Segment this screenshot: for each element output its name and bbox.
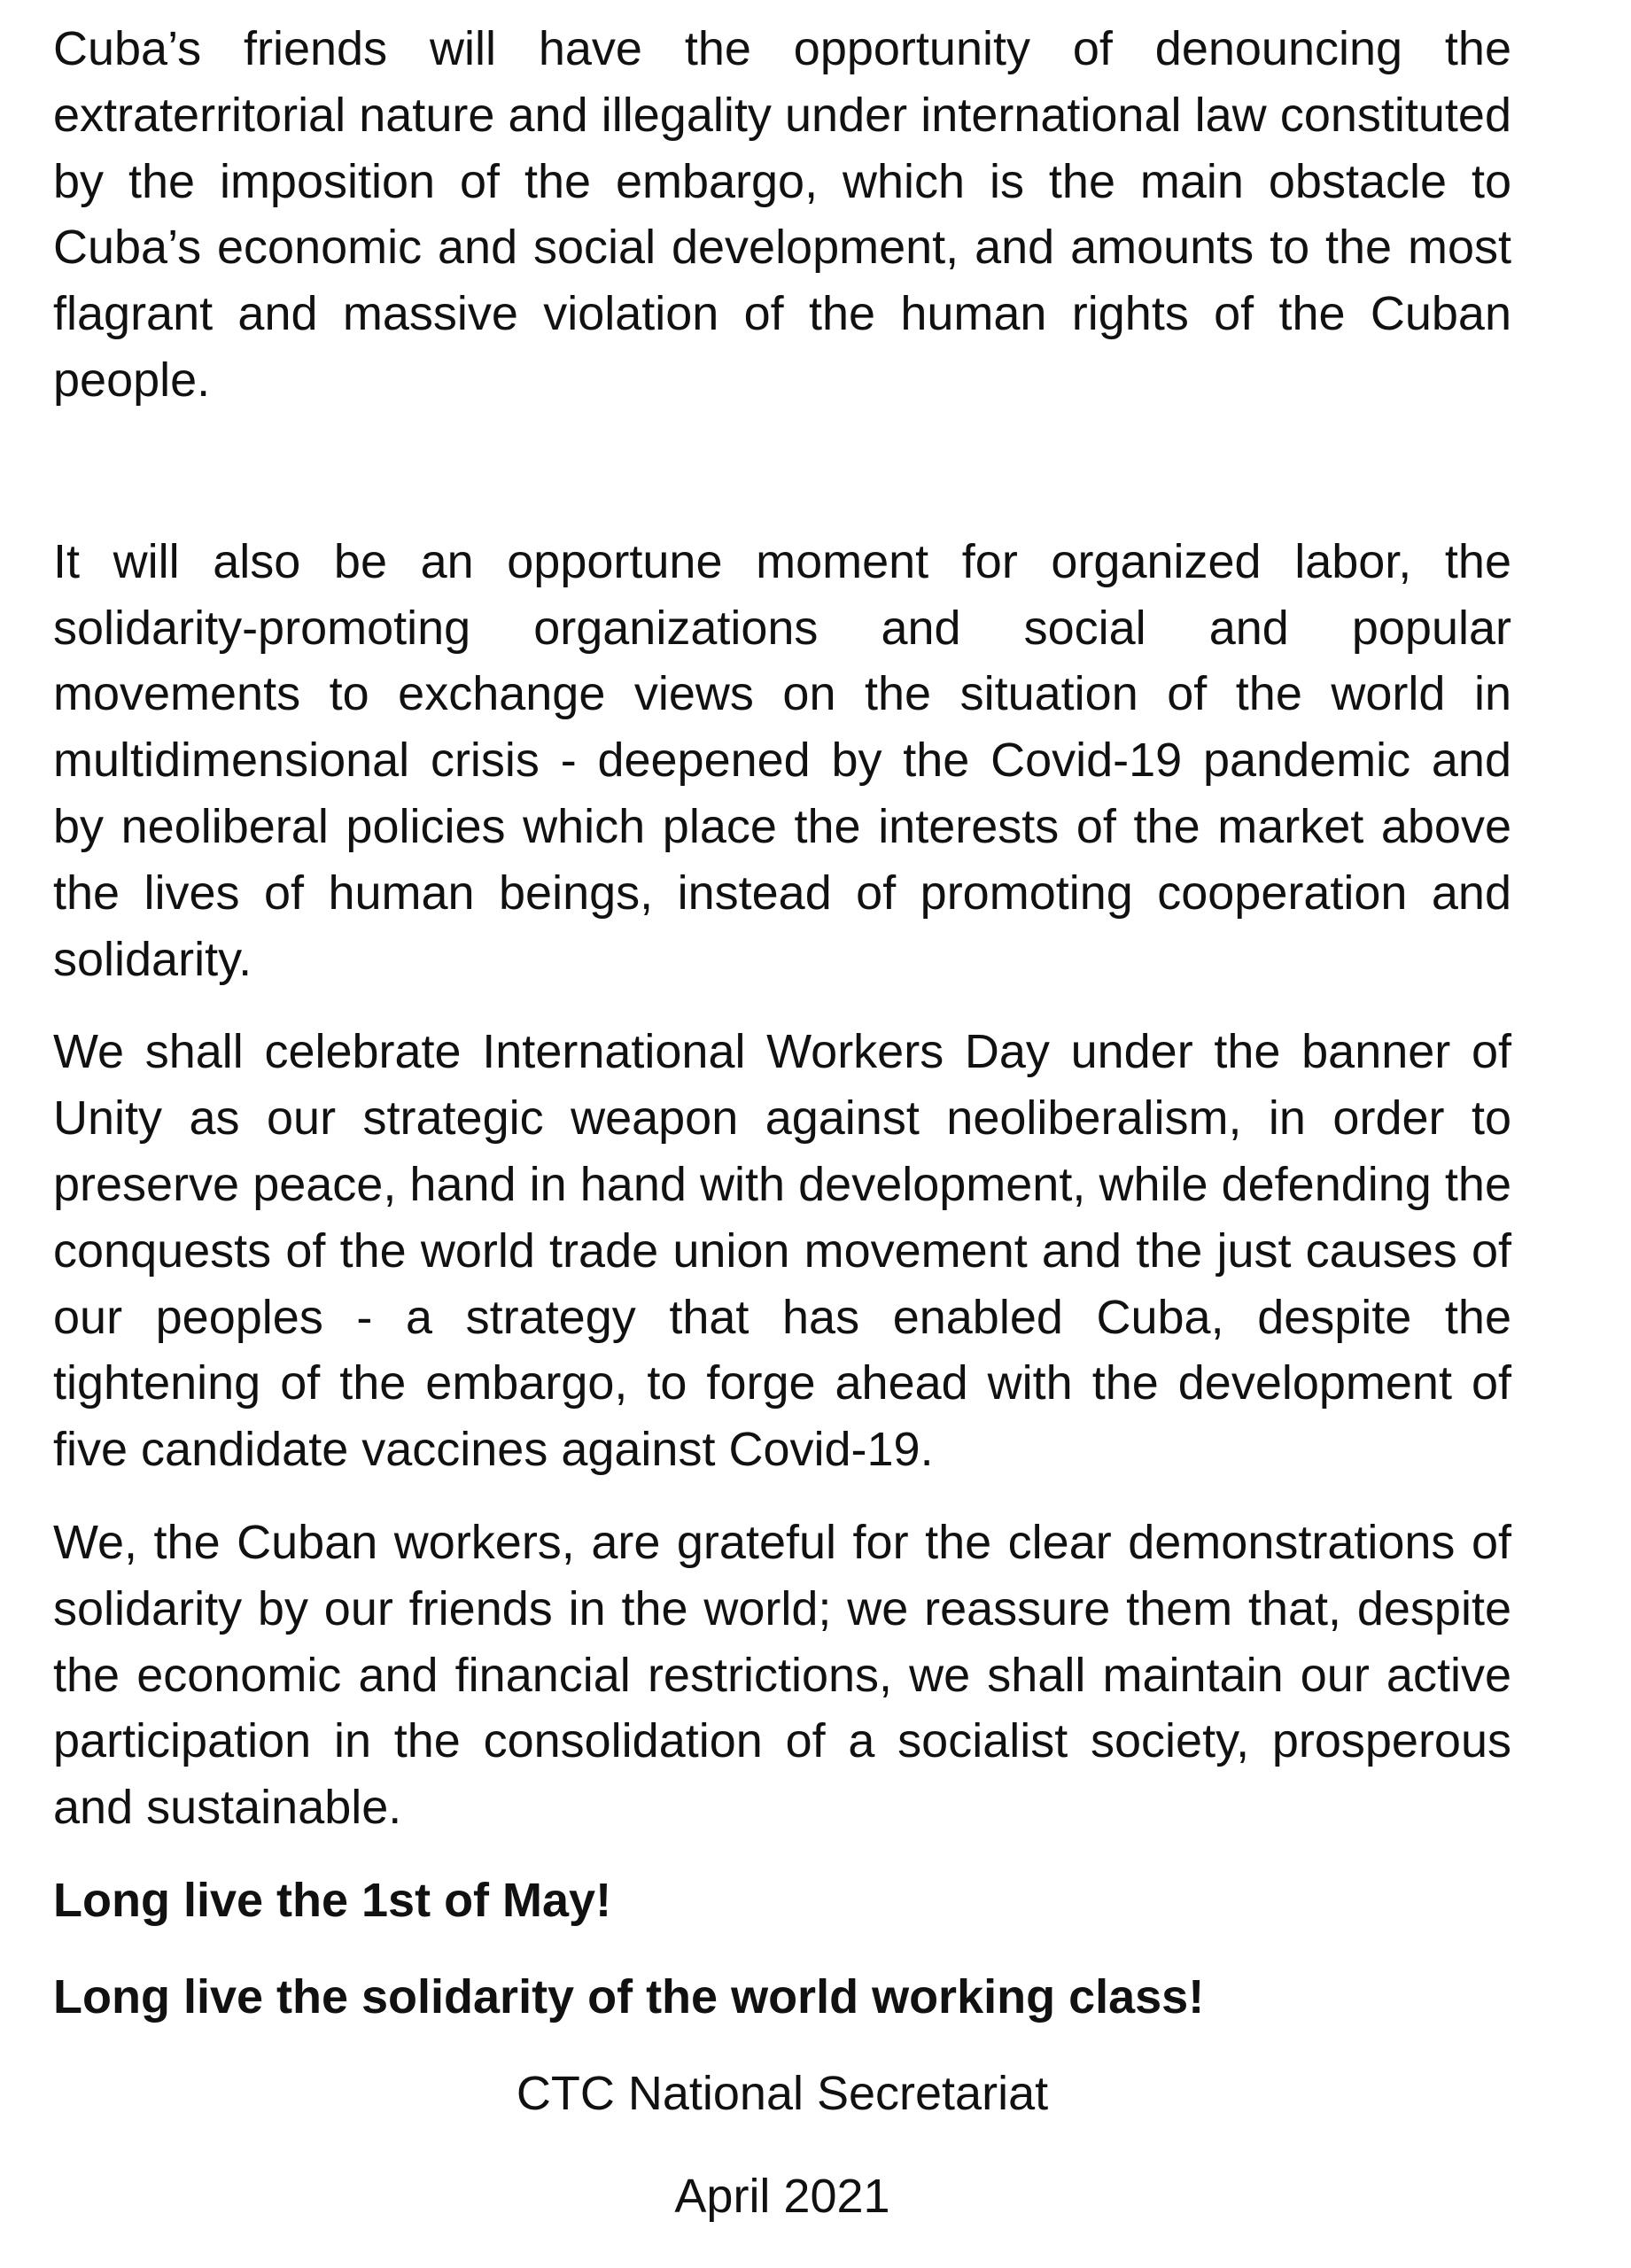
slogan-may-day: Long live the 1st of May! xyxy=(53,1873,612,1927)
document-date: April 2021 xyxy=(674,2170,890,2224)
slogan-solidarity: Long live the solidarity of the world working class! xyxy=(53,1969,1205,2023)
paragraph-workers-day: We shall celebrate International Workers Day under the banner of Unity as our strategic weapon against neoliberalism, in order to preserve peace, hand in hand with development, while defending the conquests of the world trade union movement and the just causes of our peoples - a strategy that has enabled Cuba, despite the tightening of the embargo, to forge ahead with the development of five candidate vaccines against Covid-19. xyxy=(53,1025,1511,1477)
paragraph-organized-labor: It will also be an opportune moment for organized labor, the solidarity-promoting organizations and social and popular movements to exchange views on the situation of the world in multidimensional crisis - deepened by the Covid-19 pandemic and by neoliberal policies which place the interests of the market above the lives of human beings, instead of promoting cooperation and solidarity. xyxy=(53,534,1511,986)
signature: CTC National Secretariat xyxy=(516,2066,1049,2120)
paragraph-embargo: Cuba’s friends will have the opportunity of denouncing the extraterritorial nature and illegality under international law constituted by the imposition of the embargo, which is the main obstacle to Cuba’s economic and social development, and amounts to the most flagrant and massive violation of the human rights of the Cuban people. xyxy=(53,22,1511,407)
paragraph-cuban-workers: We, the Cuban workers, are grateful for the clear demonstrations of solidarity by our friends in the world; we reassure them that, despite the economic and financial restrictions, we shall maintain our active participation in the consolidation of a socialist society, prosperous and sustainable. xyxy=(53,1515,1511,1835)
document-page xyxy=(53,16,1511,2230)
